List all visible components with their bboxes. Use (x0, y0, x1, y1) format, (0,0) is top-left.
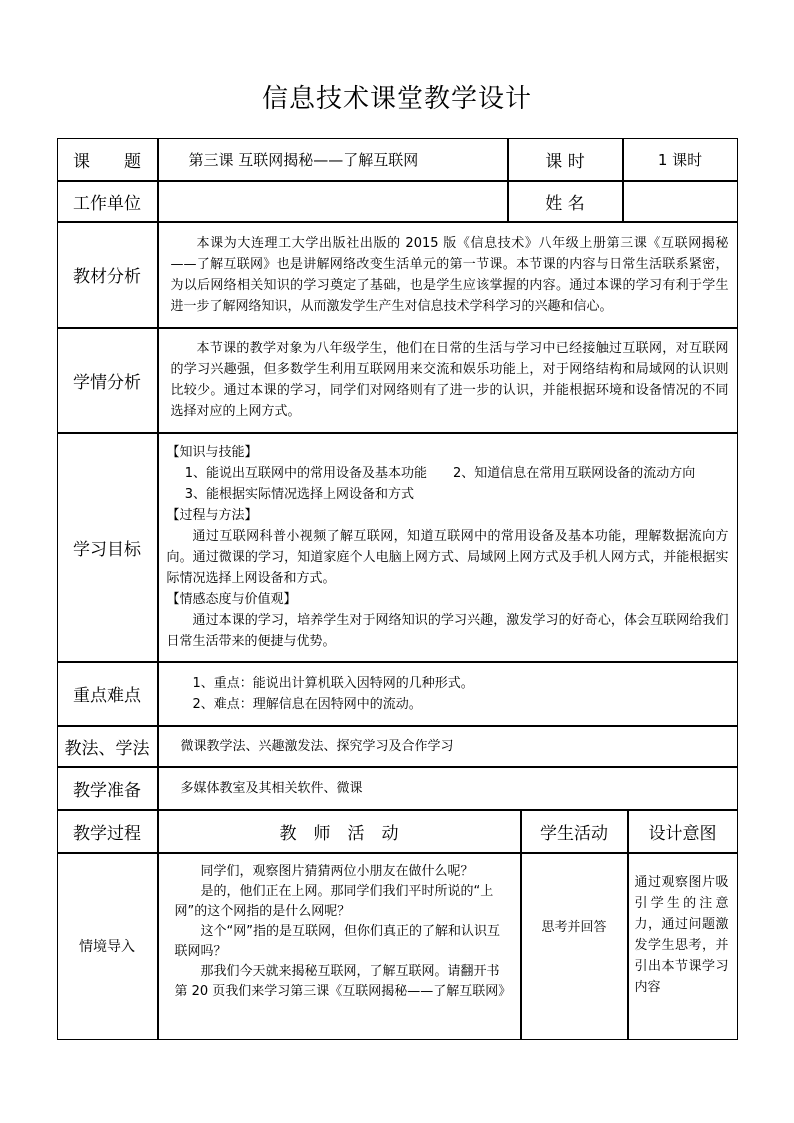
intro-teacher-cell (158, 853, 521, 1040)
hours-value-cell (623, 138, 738, 181)
textbook-label: 教材分析 (73, 267, 141, 287)
intro-student-text: 思考并回答 (541, 919, 607, 935)
methods-label-cell (57, 726, 158, 767)
teacher-activity-header (158, 810, 521, 853)
name-value-cell (623, 181, 738, 222)
knowledge-item-1: 1、能说出互联网中的常用设备及基本功能 2、知道信息在常用互联网设备的流动方向 (184, 466, 696, 481)
learners-text: 本节课的教学对象为八年级学生，他们在日常的生活与学习中已经接触过互联网，对互联网的学习兴趣强，但多数学生利用互联网用来交流和娱乐功能上，对于网络结构和局域网的认识则比较少。通过本课的学习，同学们对网络则有了进一步的认识，并能根据环境和设备情况的不同选择对应的上网方式。 (170, 341, 729, 419)
process-heading: 【过程与方法】 (166, 508, 258, 523)
process-label-cell (57, 810, 158, 853)
keypoints-label-cell (57, 662, 158, 726)
methods-text-cell (158, 726, 738, 767)
intro-intent-text: 通过观察图片吸引学生的注意力，通过问题激发学生思考，并引出本节课学习内容 (634, 874, 729, 995)
prep-label-cell (57, 767, 158, 810)
hours-label-cell (508, 138, 623, 181)
design-intent-label: 设计意图 (648, 823, 717, 844)
intro-paragraph-2: 是的，他们正在上网。那同学们我们平时所说的“上网”的这个网指的是什么网呢？ (174, 883, 494, 919)
student-activity-label: 学生活动 (540, 823, 608, 844)
intro-student-cell (521, 853, 628, 1040)
topic-label-cell (57, 138, 158, 181)
process-label: 教学过程 (73, 823, 141, 844)
textbook-text: 本课为大连理工大学出版社出版的 2015 版《信息技术》八年级上册第三课《互联网揭秘——了解互联网》也是讲解网络改变生活单元的第一节课。本节课的内容与日常生活联系紧密，为以后网络相关知识的学习奠定了基础，也是学生应该掌握的内容。通过本课的学习有利于学生进一步了解网络知识，从而激发学生产生对信息技术学科学习的兴趣和信心。 (170, 235, 729, 314)
goals-text-cell (158, 433, 738, 662)
attitude-text: 通过本课的学习，培养学生对于网络知识的学习兴趣，激发学习的好奇心，体会互联网给我们日常生活带来的便捷与优势。 (166, 613, 729, 649)
design-intent-header (628, 810, 738, 853)
unit-label-cell (57, 181, 158, 222)
keypoints-text-cell (158, 662, 738, 726)
methods-label: 教法、学法 (64, 738, 150, 759)
prep-text: 多媒体教室及其相关软件、微课 (180, 780, 363, 796)
name-label: 姓 名 (545, 193, 585, 214)
topic-label: 课 题 (73, 151, 141, 172)
textbook-label-cell (57, 222, 158, 328)
student-activity-header (521, 810, 628, 853)
process-text: 通过互联网科普小视频了解互联网，知道互联网中的常用设备及基本功能，理解数据流向方向。通过微课的学习，知道家庭个人电脑上网方式、局域网上网方式及手机人网方式，并能根据实际情况选择上网设备和方式。 (166, 529, 729, 586)
keypoints-label: 重点难点 (73, 686, 141, 706)
intro-paragraph-1: 同学们，观察图片猜猜两位小朋友在做什么呢？ (200, 863, 474, 879)
learners-label: 学情分析 (73, 372, 141, 393)
unit-value-cell (158, 181, 508, 222)
unit-label: 工作单位 (73, 193, 141, 214)
teacher-activity-label: 教 师 活 动 (279, 823, 399, 844)
prep-label: 教学准备 (73, 780, 141, 801)
attitude-heading: 【情感态度与价值观】 (166, 592, 297, 607)
lesson-plan-table (57, 138, 737, 1040)
name-label-cell (508, 181, 623, 222)
learners-label-cell (57, 328, 158, 433)
topic-value: 第三课 互联网揭秘——了解互联网 (188, 150, 419, 169)
intro-intent-cell (628, 853, 738, 1040)
knowledge-heading: 【知识与技能】 (166, 445, 258, 460)
page-title: 信息技术课堂教学设计 (261, 84, 532, 114)
hours-value: 1 课时 (657, 150, 703, 169)
intro-label: 情境导入 (79, 939, 135, 955)
knowledge-item-2: 3、能根据实际情况选择上网设备和方式 (184, 487, 414, 502)
prep-text-cell (158, 767, 738, 810)
intro-paragraph-4: 那我们今天就来揭秘互联网，了解互联网。请翻开书第 20 页我们来学习第三课《互联网揭秘——了解互联网》 (174, 963, 512, 999)
intro-paragraph-3: 这个“网”指的是互联网，但你们真正的了解和认识互联网吗？ (174, 923, 500, 959)
methods-text: 微课教学法、兴趣激发法、探究学习及合作学习 (180, 738, 454, 754)
intro-label-cell (57, 853, 158, 1040)
learners-text-cell (158, 328, 738, 433)
textbook-text-cell (158, 222, 738, 328)
keypoint-2: 2、难点：理解信息在因特网中的流动。 (192, 696, 422, 712)
keypoint-1: 1、重点：能说出计算机联入因特网的几种形式。 (192, 675, 474, 691)
hours-label: 课 时 (545, 151, 585, 172)
topic-value-cell (158, 138, 508, 181)
goals-label-cell (57, 433, 158, 662)
goals-label: 学习目标 (73, 539, 141, 560)
